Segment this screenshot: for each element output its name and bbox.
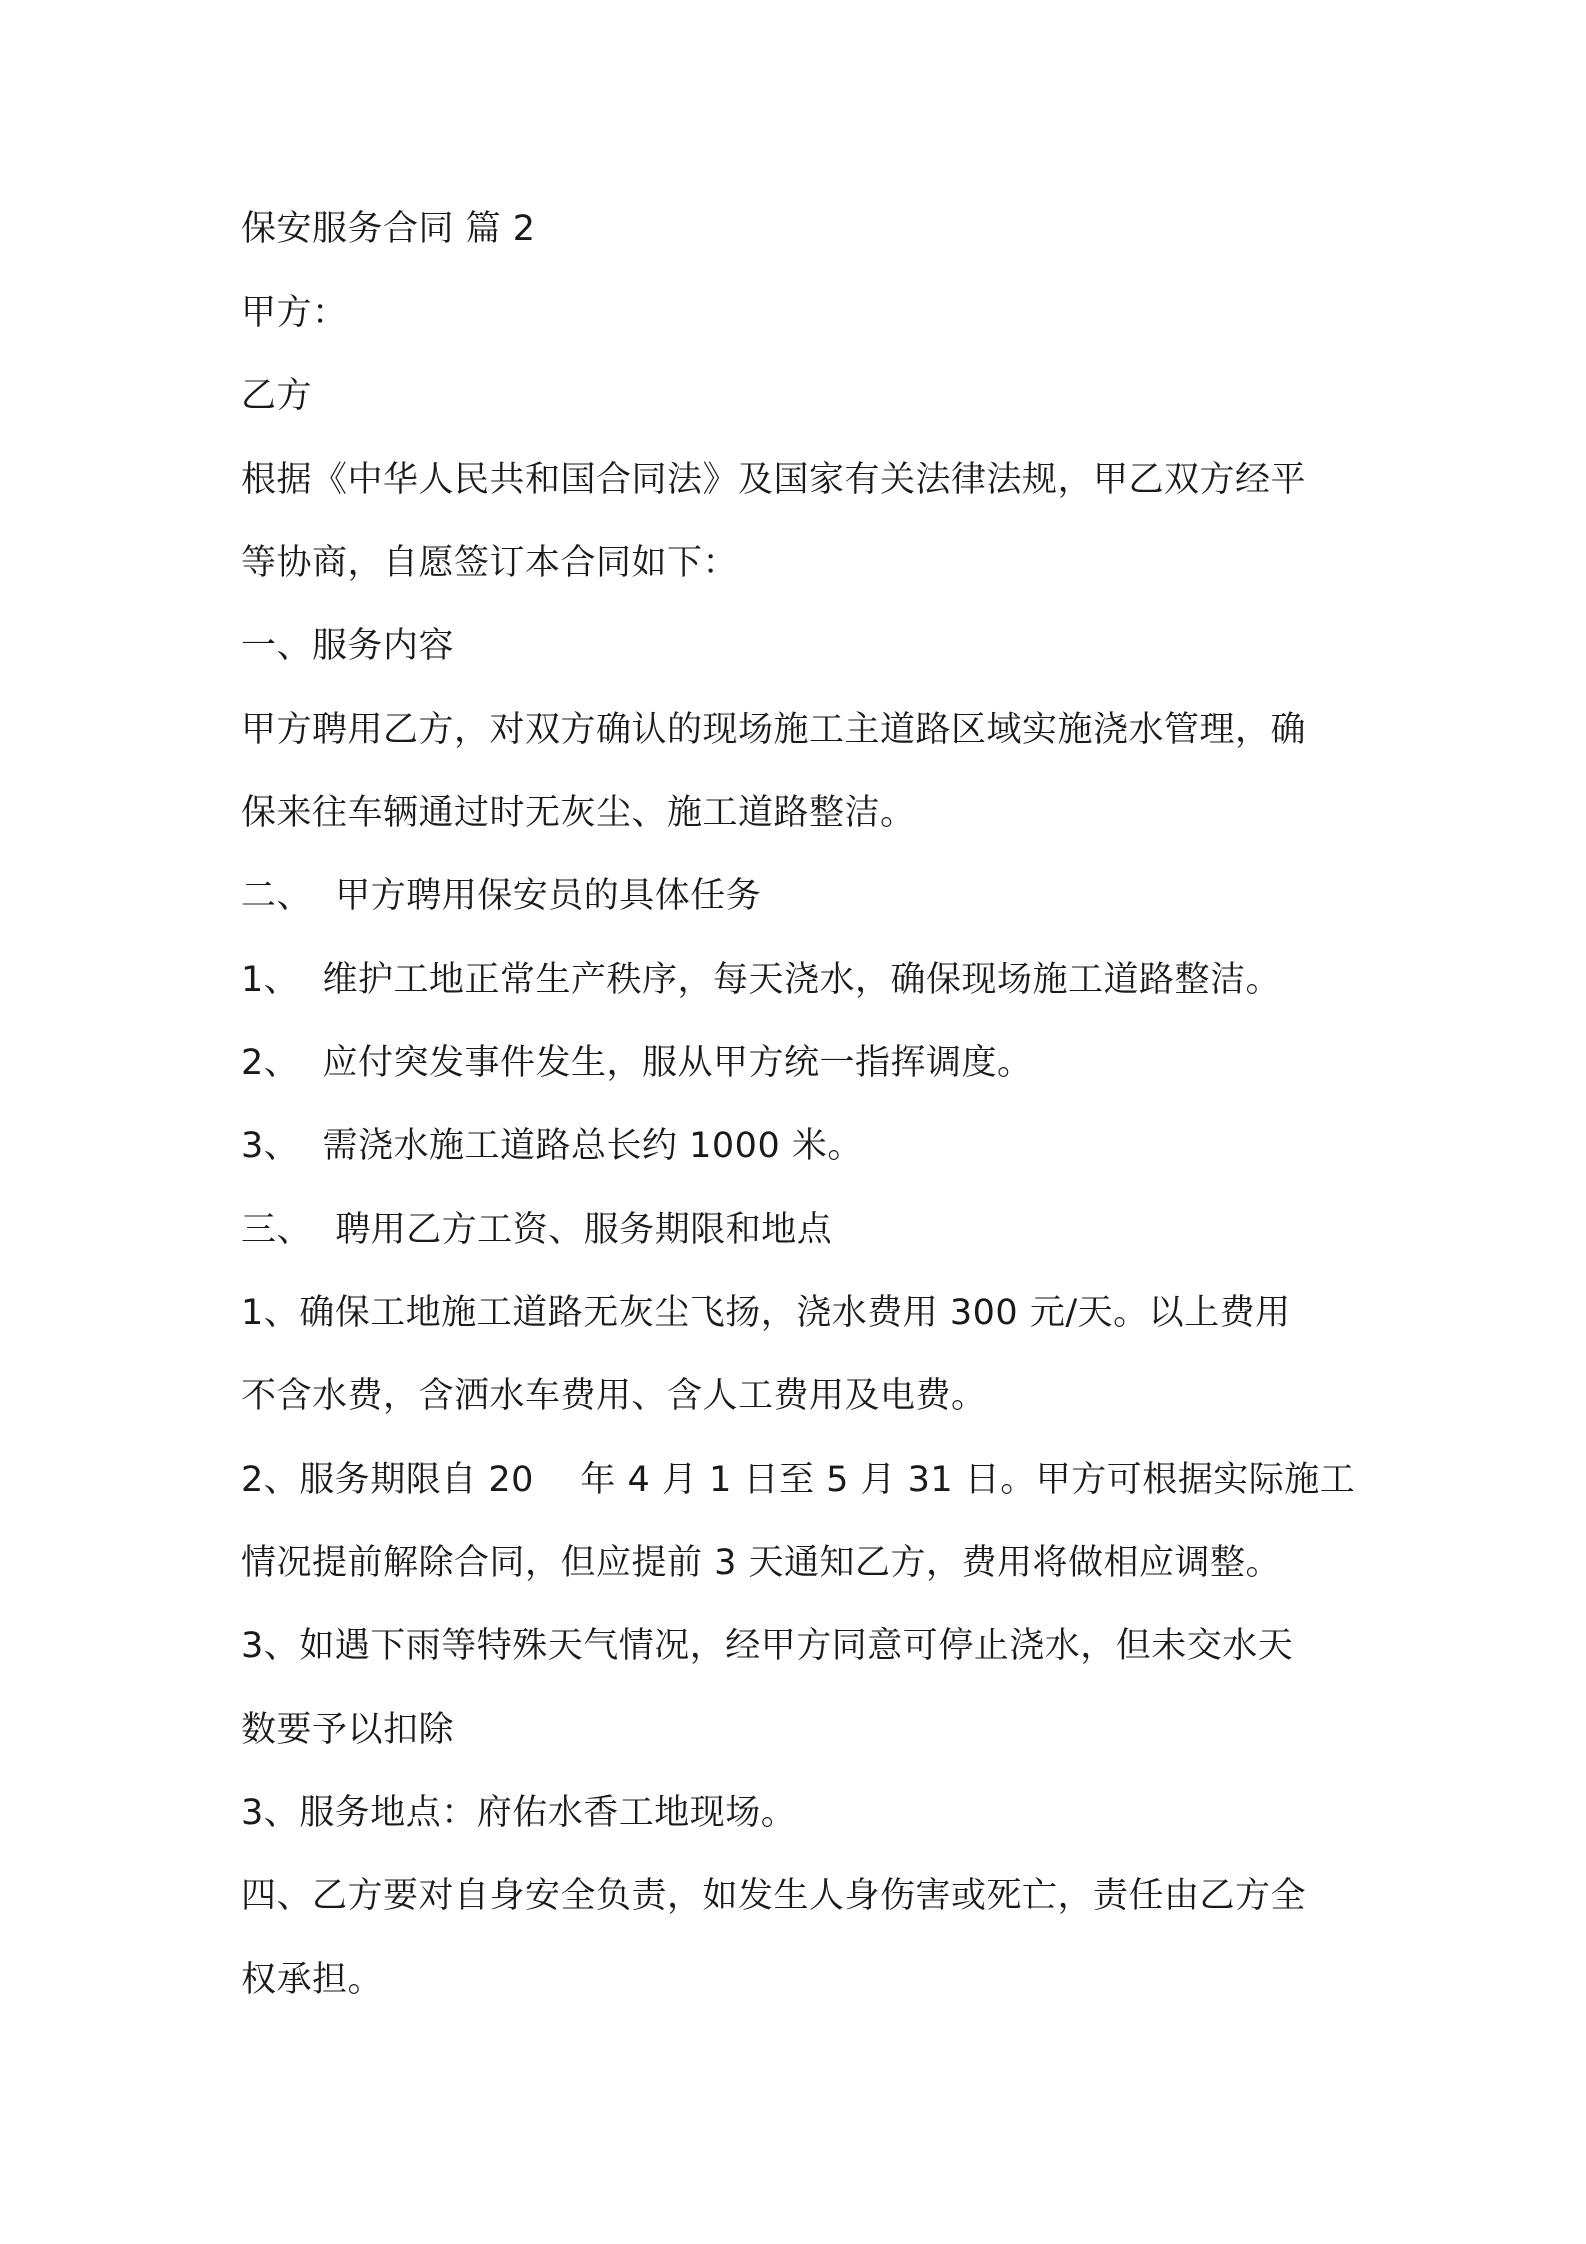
preamble-line-2: 等协商，自愿签订本合同如下： <box>241 543 739 583</box>
list-item: 2、服务期限自 20 年 4 月 1 日至 5 月 31 日。甲方可根据实际施工 <box>241 1460 1356 1500</box>
paragraph-line: 保来往车辆通过时无灰尘、施工道路整洁。 <box>241 793 916 833</box>
list-item: 3、服务地点：府佑水香工地现场。 <box>241 1793 797 1833</box>
list-item: 3、如遇下雨等特殊天气情况，经甲方同意可停止浇水，但未交水天 <box>241 1626 1294 1666</box>
list-item: 3、 需浇水施工道路总长约 1000 米。 <box>241 1126 863 1166</box>
section-heading-1: 一、服务内容 <box>241 626 455 666</box>
list-item: 2、 应付突发事件发生，服从甲方统一指挥调度。 <box>241 1043 1033 1083</box>
list-item: 1、确保工地施工道路无灰尘飞扬，浇水费用 300 元/天。以上费用 <box>241 1293 1291 1333</box>
paragraph-line: 甲方聘用乙方，对双方确认的现场施工主道路区域实施浇水管理，确 <box>241 710 1307 750</box>
section-heading-3: 三、 聘用乙方工资、服务期限和地点 <box>241 1210 833 1250</box>
party-b-line: 乙方 <box>241 376 313 416</box>
paragraph-line: 权承担。 <box>241 1960 384 2000</box>
paragraph-line: 不含水费，含洒水车费用、含人工费用及电费。 <box>241 1376 987 1416</box>
paragraph-line: 数要予以扣除 <box>241 1710 455 1750</box>
preamble-line-1: 根据《中华人民共和国合同法》及国家有关法律法规，甲乙双方经平 <box>241 460 1307 500</box>
section-heading-2: 二、 甲方聘用保安员的具体任务 <box>241 876 762 916</box>
list-item: 1、 维护工地正常生产秩序，每天浇水，确保现场施工道路整洁。 <box>241 960 1282 1000</box>
document-title: 保安服务合同 篇 2 <box>241 209 536 249</box>
paragraph-line: 情况提前解除合同，但应提前 3 天通知乙方，费用将做相应调整。 <box>241 1543 1282 1583</box>
party-a-line: 甲方： <box>241 293 348 333</box>
section-heading-4: 四、乙方要对自身安全负责，如发生人身伤害或死亡，责任由乙方全 <box>241 1876 1307 1916</box>
